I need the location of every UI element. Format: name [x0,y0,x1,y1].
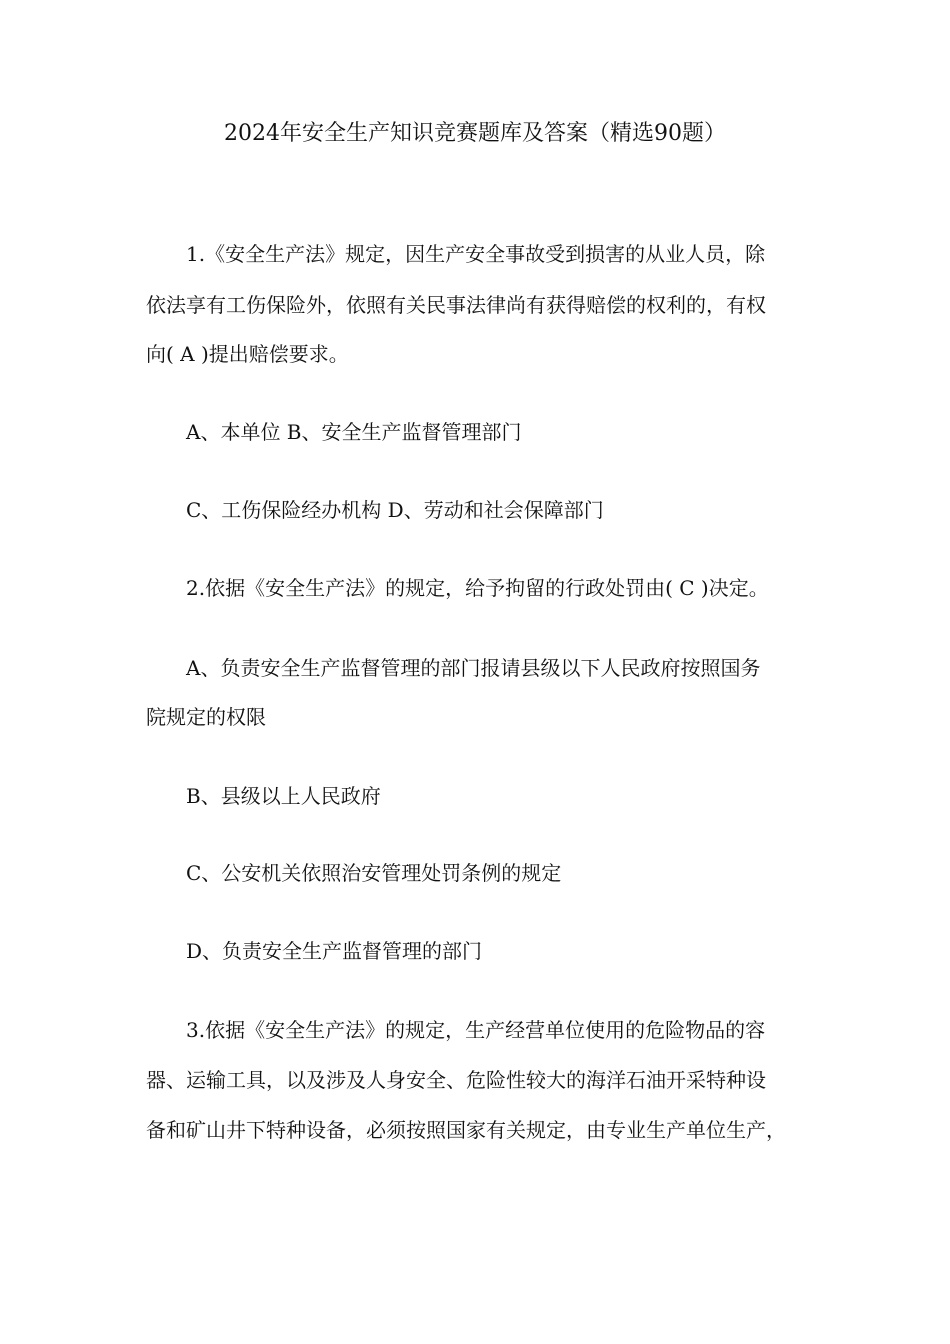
document-title: 2024年安全生产知识竞赛题库及答案（精选90题） [224,121,726,146]
question-2-option-a-line-2: 院规定的权限 [146,705,266,729]
question-1-options-cd: C、工伤保险经办机构 D、劳动和社会保障部门 [186,498,604,522]
question-1-options-ab: A、本单位 B、安全生产监督管理部门 [186,420,522,444]
question-2-option-a-line-1: A、负责安全生产监督管理的部门报请县级以下人民政府按照国务 [186,656,761,680]
question-3-line-3: 备和矿山井下特种设备，必须按照国家有关规定，由专业生产单位生产， [146,1118,786,1142]
question-2-option-b: B、县级以上人民政府 [186,784,381,808]
question-1-line-1: 1.《安全生产法》规定，因生产安全事故受到损害的从业人员，除 [186,242,766,266]
question-2-option-c: C、公安机关依照治安管理处罚条例的规定 [186,861,562,885]
question-1-line-3: 向( A )提出赔偿要求。 [146,342,349,366]
question-3-line-2: 器、运输工具，以及涉及人身安全、危险性较大的海洋石油开采特种设 [146,1068,766,1092]
question-1-line-2: 依法享有工伤保险外，依照有关民事法律尚有获得赔偿的权利的，有权 [146,293,766,317]
question-2-option-d: D、负责安全生产监督管理的部门 [186,939,483,963]
question-2-line-1: 2.依据《安全生产法》的规定，给予拘留的行政处罚由( C )决定。 [186,576,769,600]
question-3-line-1: 3.依据《安全生产法》的规定，生产经营单位使用的危险物品的容 [186,1018,766,1042]
